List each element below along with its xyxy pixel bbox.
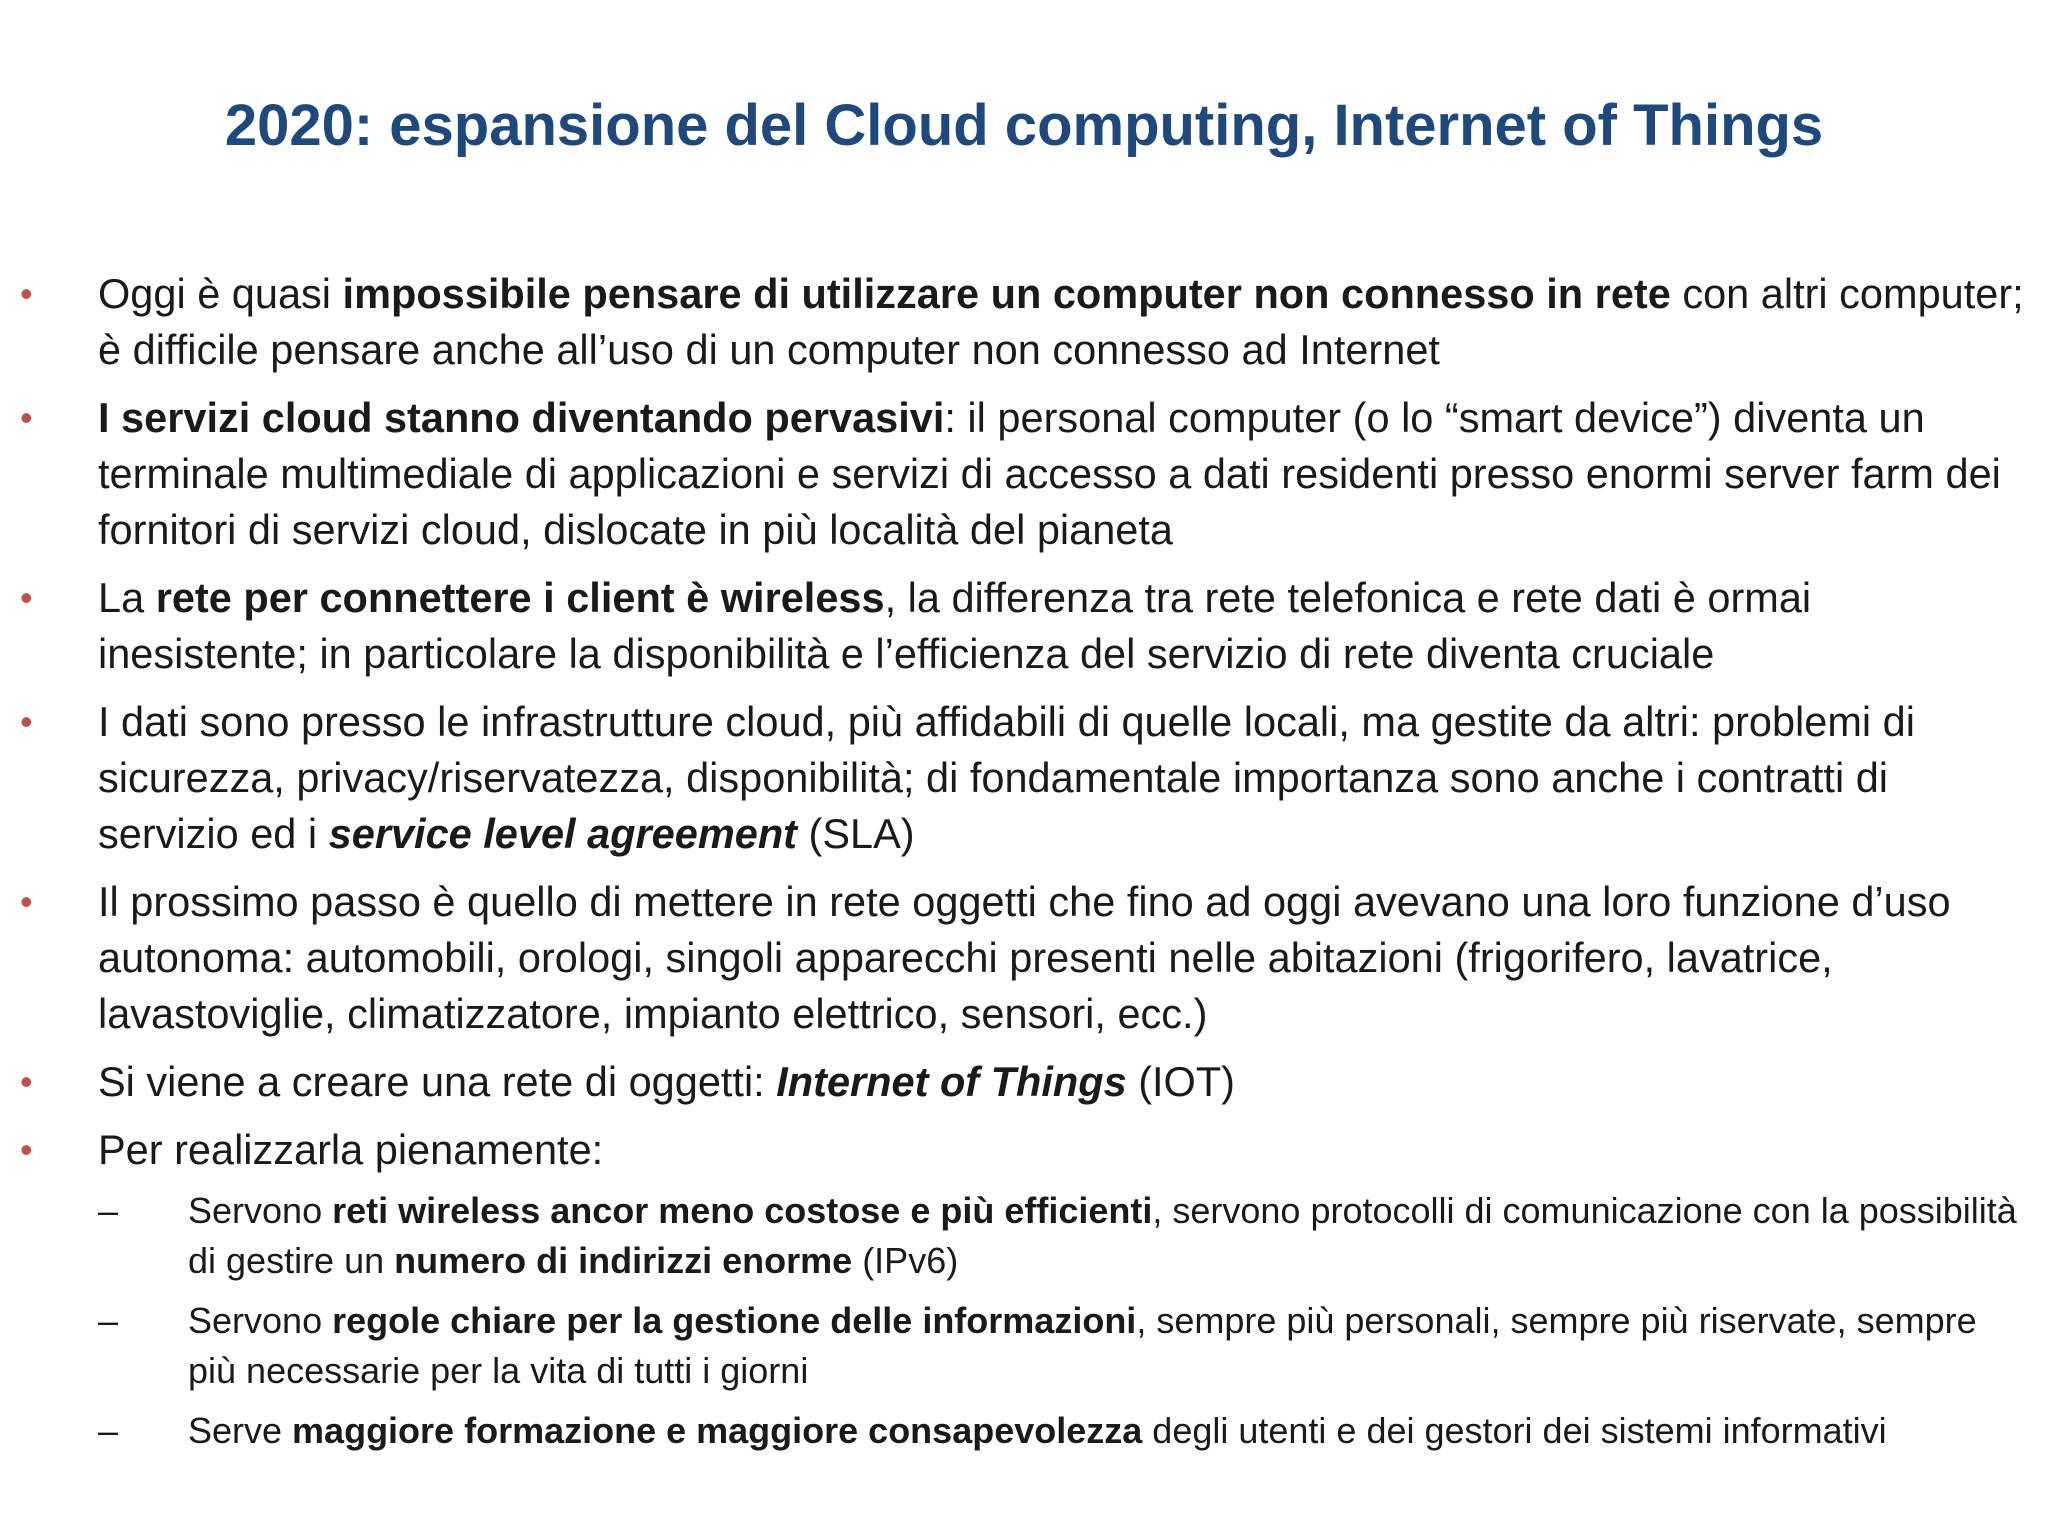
bullet-text: Oggi è quasi bbox=[98, 270, 343, 317]
sub-bullet-text: degli utenti e dei gestori dei sistemi informativi bbox=[1142, 1410, 1887, 1451]
bullet-text: Si viene a creare una rete di oggetti: bbox=[98, 1058, 777, 1105]
slide-title: 2020: espansione del Cloud computing, Internet of Things bbox=[224, 93, 1824, 158]
bullet-text: (SLA) bbox=[797, 810, 915, 857]
bullet-text: con altri computer; è difficile pensare anche all’uso di un computer non connesso ad Internet bbox=[98, 270, 2024, 373]
bullet-item-5 bbox=[20, 874, 2030, 1042]
bullet-text: Il prossimo passo è quello di mettere in rete oggetti che fino ad oggi avevano una loro funzione d’uso autonoma: automobili, orologi, singoli apparecchi presenti nelle abitazioni (frigorifero, lavatrice, lavastoviglie, climatizzatore, impianto elettrico, sensori, ecc.) bbox=[98, 878, 1951, 1037]
sub-bullet-bold-text: reti wireless ancor meno costose e più efficienti bbox=[332, 1190, 1153, 1231]
sub-bullet-item-2 bbox=[98, 1296, 2030, 1396]
dash-marker-icon: – bbox=[98, 1190, 119, 1231]
sub-bullet-bold-text: maggiore formazione e maggiore consapevolezza bbox=[292, 1410, 1143, 1451]
bullet-marker-icon: • bbox=[20, 273, 33, 314]
sub-bullet-text: Serve bbox=[188, 1410, 293, 1451]
bullet-text: Per realizzarla pienamente: bbox=[98, 1126, 604, 1173]
bullet-bold-text: I servizi cloud stanno diventando pervasivi bbox=[98, 394, 945, 441]
sub-bullet-text: Servono bbox=[188, 1190, 333, 1231]
sub-bullet-text: (IPv6) bbox=[852, 1240, 959, 1281]
bullet-bold-italic-text: service level agreement bbox=[328, 810, 797, 857]
sub-bullet-item-1 bbox=[98, 1186, 2030, 1286]
bullet-text: (IOT) bbox=[1126, 1058, 1236, 1105]
dash-marker-icon: – bbox=[98, 1300, 119, 1341]
sub-bullet-text: Servono bbox=[188, 1300, 333, 1341]
bullet-item-1 bbox=[20, 266, 2030, 378]
bullet-bold-text: rete per connettere i client è wireless bbox=[155, 574, 885, 621]
sub-bullet-bold-text: regole chiare per la gestione delle informazioni bbox=[332, 1300, 1137, 1341]
bullet-marker-icon: • bbox=[20, 881, 33, 922]
sub-bullet-text: , servono protocolli di comunicazione con la possibilità di gestire un bbox=[188, 1190, 2017, 1281]
bullet-marker-icon: • bbox=[20, 1061, 33, 1102]
bullet-text: : il personal computer (o lo “smart device”) diventa un terminale multimediale di applicazioni e servizi di accesso a dati residenti presso enormi server farm dei fornitori di servizi cloud, dislocate in più località del pianeta bbox=[98, 394, 2001, 553]
bullet-marker-icon: • bbox=[20, 577, 33, 618]
dash-marker-icon: – bbox=[98, 1410, 119, 1451]
sub-bullet-list bbox=[98, 1186, 2030, 1456]
bullet-item-7 bbox=[20, 1122, 2030, 1456]
bullet-text: La bbox=[98, 574, 156, 621]
bullet-marker-icon: • bbox=[20, 397, 33, 438]
bullet-bold-italic-text: Internet of Things bbox=[776, 1058, 1127, 1105]
bullet-item-2 bbox=[20, 390, 2030, 558]
bullet-item-4 bbox=[20, 694, 2030, 862]
bullet-item-3 bbox=[20, 570, 2030, 682]
bullet-text: I dati sono presso le infrastrutture cloud, più affidabili di quelle locali, ma gestite da altri: problemi di sicurezza, privacy/riservatezza, disponibilità; di fondamentale importanza sono anche i contratti di servizio ed i bbox=[98, 698, 1915, 857]
bullet-bold-text: impossibile pensare di utilizzare un computer non connesso in rete bbox=[342, 270, 1671, 317]
bullet-item-6 bbox=[20, 1054, 2030, 1110]
sub-bullet-item-3 bbox=[98, 1406, 2030, 1456]
bullet-text: , la differenza tra rete telefonica e rete dati è ormai inesistente; in particolare la disponibilità e l’efficienza del servizio di rete diventa cruciale bbox=[98, 574, 1812, 677]
sub-bullet-text: , sempre più personali, sempre più riservate, sempre più necessarie per la vita di tutti i giorni bbox=[188, 1300, 1977, 1391]
bullet-marker-icon: • bbox=[20, 701, 33, 742]
bullet-marker-icon: • bbox=[20, 1129, 33, 1170]
sub-bullet-bold-text: numero di indirizzi enorme bbox=[394, 1240, 853, 1281]
bullet-list bbox=[20, 266, 2030, 1468]
